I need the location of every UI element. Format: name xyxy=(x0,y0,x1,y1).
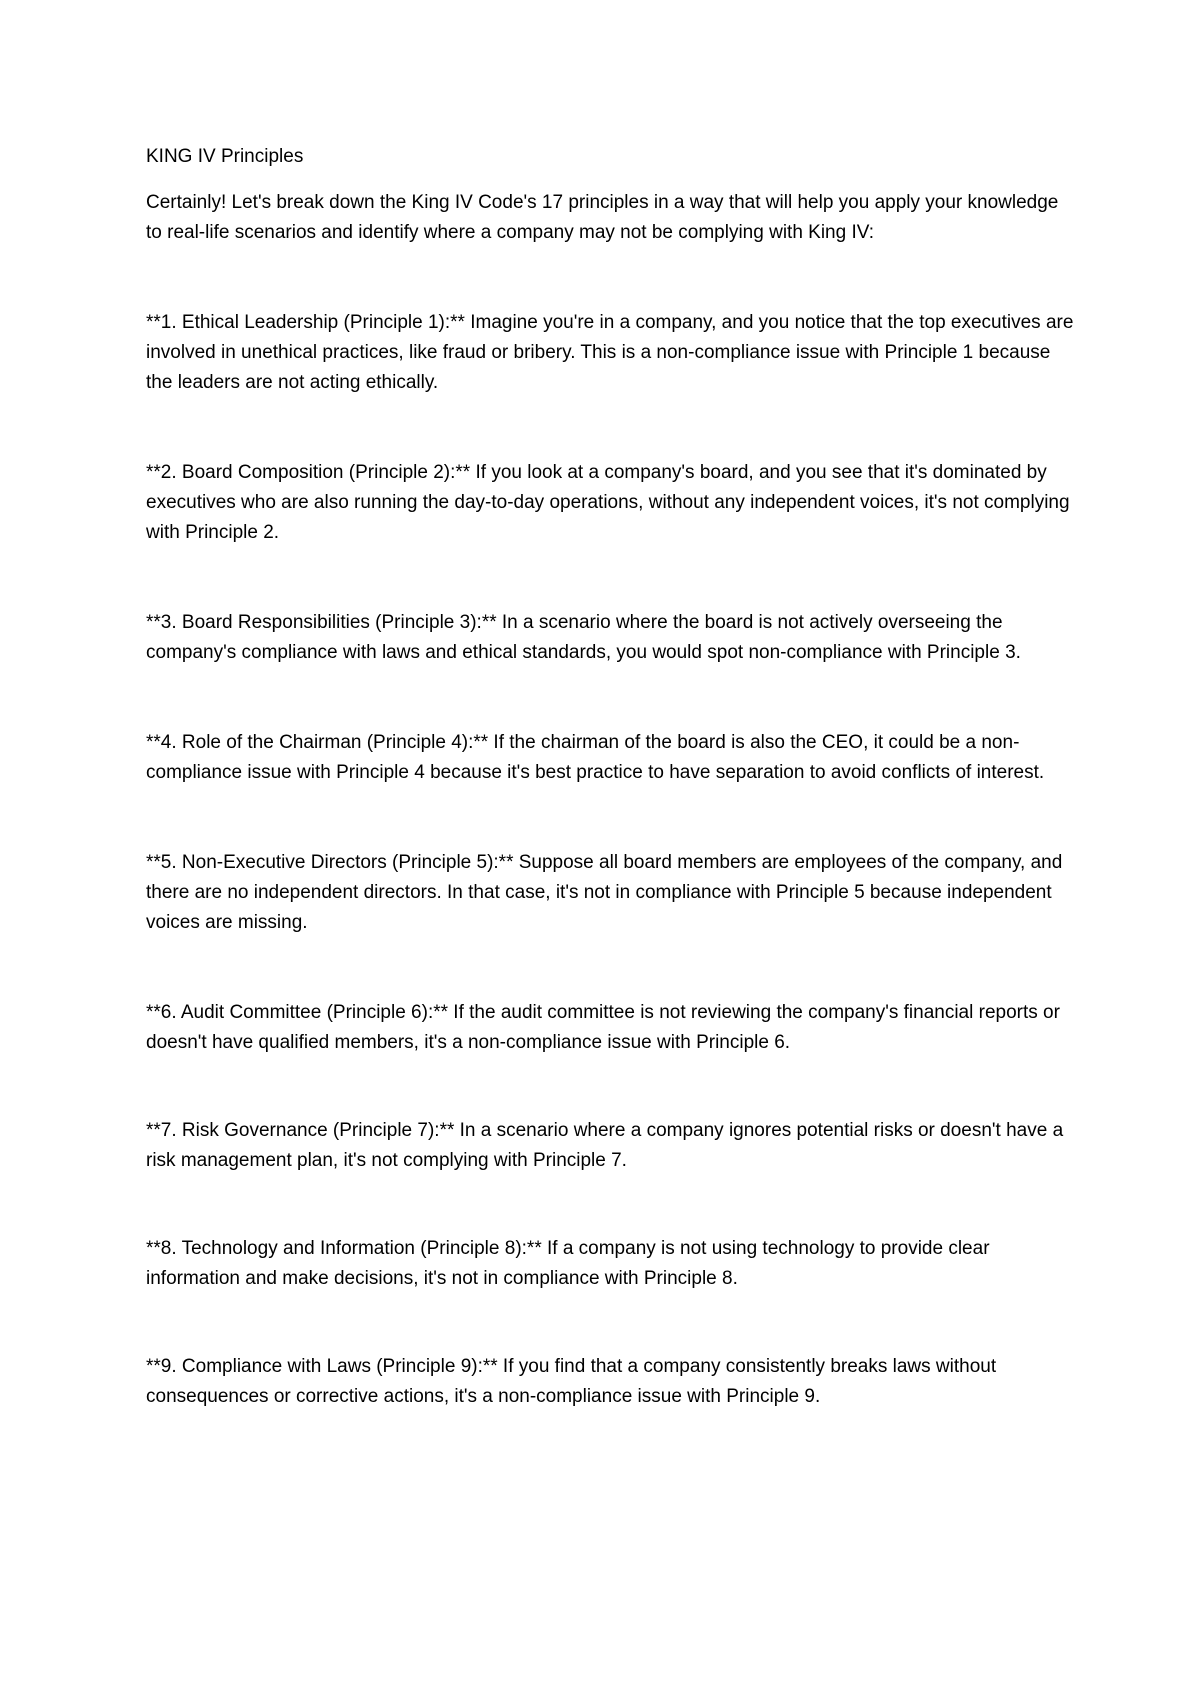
principle-5-paragraph: **5. Non-Executive Directors (Principle 5):** Suppose all board members are employees of the company, and there are no independent directors. In that case, it's not in compliance with Principle 5 because independent voices are missing. xyxy=(146,852,1063,933)
spacer xyxy=(146,938,1076,998)
principle-7-paragraph: **7. Risk Governance (Principle 7):** In a scenario where a company ignores potential risks or doesn't have a risk management plan, it's not complying with Principle 7. xyxy=(146,1120,1064,1171)
principle-9-paragraph: **9. Compliance with Laws (Principle 9):** If you find that a company consistently breaks laws without consequences or corrective actions, it's a non-compliance issue with Principle 9. xyxy=(146,1356,997,1407)
document-title: KING IV Principles xyxy=(146,146,304,167)
spacer xyxy=(146,788,1076,848)
spacer xyxy=(146,1176,1076,1234)
spacer xyxy=(146,1058,1076,1116)
spacer xyxy=(146,548,1076,608)
principle-3-paragraph: **3. Board Responsibilities (Principle 3):** In a scenario where the board is not actively overseeing the company's compliance with laws and ethical standards, you would spot non-compliance with Principle 3. xyxy=(146,612,1021,663)
spacer xyxy=(146,248,1076,308)
principle-2-paragraph: **2. Board Composition (Principle 2):** If you look at a company's board, and you see that it's dominated by executives who are also running the day-to-day operations, without any independent voices, it's not complying with Principle 2. xyxy=(146,462,1070,543)
spacer xyxy=(146,398,1076,458)
principle-1-paragraph: **1. Ethical Leadership (Principle 1):** Imagine you're in a company, and you notice that the top executives are involved in unethical practices, like fraud or bribery. This is a non-compliance issue with Principle 1 because the leaders are not acting ethically. xyxy=(146,312,1074,393)
principle-6-paragraph: **6. Audit Committee (Principle 6):** If the audit committee is not reviewing the company's financial reports or doesn't have qualified members, it's a non-compliance issue with Principle 6. xyxy=(146,1002,1060,1053)
spacer xyxy=(146,668,1076,728)
principle-8-paragraph: **8. Technology and Information (Principle 8):** If a company is not using technology to provide clear information and make decisions, it's not in compliance with Principle 8. xyxy=(146,1238,990,1289)
document-body xyxy=(146,142,1076,1412)
intro-paragraph: Certainly! Let's break down the King IV Code's 17 principles in a way that will help you apply your knowledge to real-life scenarios and identify where a company may not be complying with King IV: xyxy=(146,192,1059,243)
principle-4-paragraph: **4. Role of the Chairman (Principle 4):** If the chairman of the board is also the CEO, it could be a non-compliance issue with Principle 4 because it's best practice to have separation to avoid conflicts of interest. xyxy=(146,732,1045,783)
spacer xyxy=(146,1294,1076,1352)
